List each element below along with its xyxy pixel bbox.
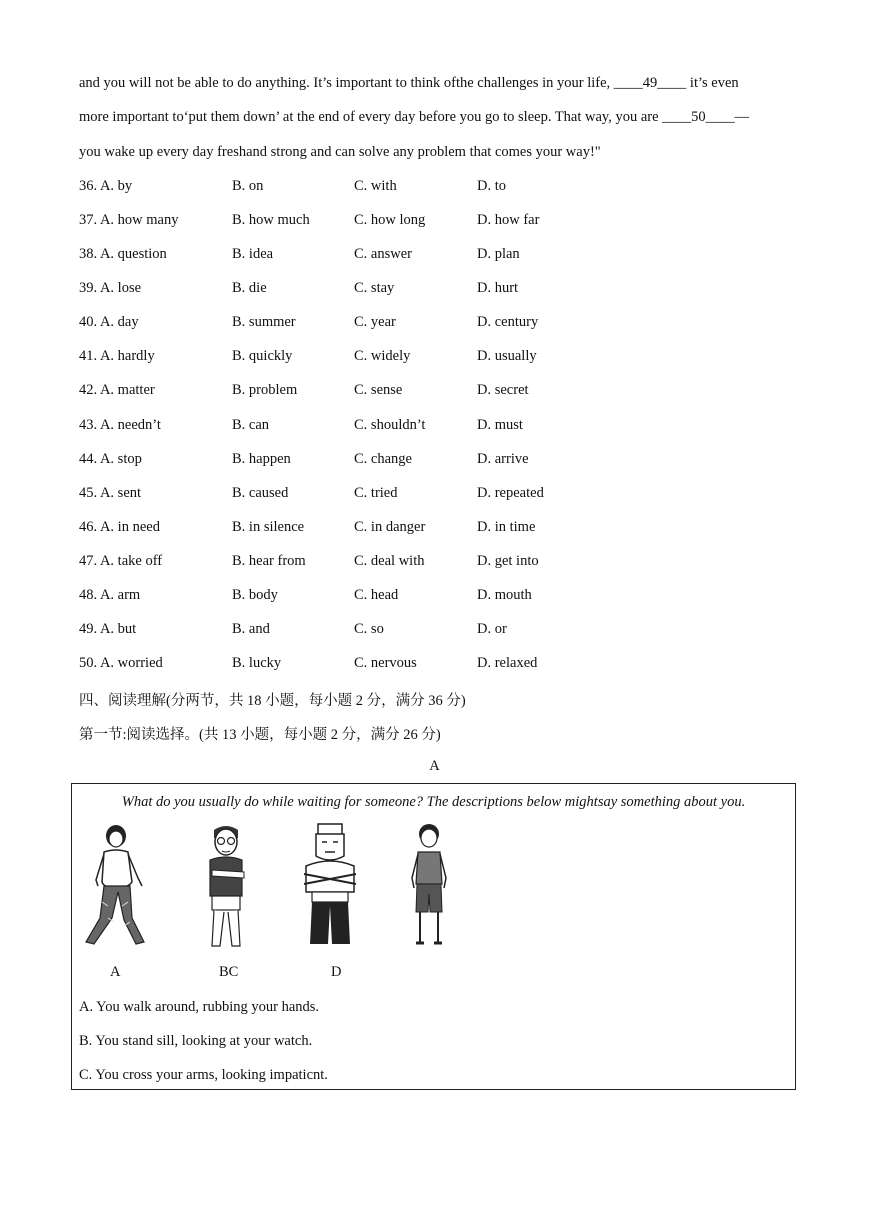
passage-letter: A bbox=[429, 758, 440, 774]
option-d: D. mouth bbox=[477, 587, 532, 603]
description-a: A. You walk around, rubbing your hands. bbox=[79, 999, 320, 1015]
passage-line-1: and you will not be able to do anything. It’s important to think ofthe challenges in your life, ____49____ it’s even bbox=[79, 75, 739, 91]
option-b: B. caused bbox=[232, 485, 289, 501]
option-a: 40. A. day bbox=[79, 314, 139, 330]
figure-label-bc: BC bbox=[219, 964, 239, 980]
option-b: B. idea bbox=[232, 246, 274, 262]
option-c: C. shouldn’t bbox=[354, 417, 426, 433]
option-d: D. usually bbox=[477, 348, 537, 364]
option-d: D. arrive bbox=[477, 451, 529, 467]
option-c: C. widely bbox=[354, 348, 411, 364]
option-a: 49. A. but bbox=[79, 621, 137, 637]
option-a: 46. A. in need bbox=[79, 519, 160, 535]
option-d: D. how far bbox=[477, 212, 540, 228]
option-c: C. stay bbox=[354, 280, 395, 296]
option-a: 42. A. matter bbox=[79, 382, 155, 398]
option-c: C. head bbox=[354, 587, 399, 603]
option-d: D. plan bbox=[477, 246, 520, 262]
option-b: B. on bbox=[232, 178, 264, 194]
option-c: C. answer bbox=[354, 246, 412, 262]
option-b: B. problem bbox=[232, 382, 298, 398]
section-4-heading: 四、阅读理解(分两节，共 18 小题，每小题 2 分，满分 36 分) bbox=[79, 693, 466, 709]
option-c: C. so bbox=[354, 621, 384, 637]
option-d: D. to bbox=[477, 178, 506, 194]
section-1-heading: 第一节:阅读选择。(共 13 小题，每小题 2 分，满分 26 分) bbox=[79, 727, 441, 743]
option-d: D. must bbox=[477, 417, 523, 433]
person-checking-watch-illustration bbox=[196, 822, 256, 952]
option-b: B. lucky bbox=[232, 655, 282, 671]
standing-person-illustration bbox=[404, 822, 454, 952]
passage-line-2: more important to‘put them down’ at the end of every day before you go to sleep. That way, you are ____50____— bbox=[79, 109, 750, 125]
option-a: 37. A. how many bbox=[79, 212, 179, 228]
option-b: B. die bbox=[232, 280, 267, 296]
option-d: D. repeated bbox=[477, 485, 544, 501]
option-d: D. or bbox=[477, 621, 507, 637]
option-a: 36. A. by bbox=[79, 178, 133, 194]
reading-box bbox=[71, 783, 796, 1090]
option-a: 50. A. worried bbox=[79, 655, 163, 671]
passage-line-3: you wake up every day freshand strong and can solve any problem that comes your way!" bbox=[79, 144, 601, 160]
person-crossed-arms-illustration bbox=[298, 822, 362, 952]
option-a: 41. A. hardly bbox=[79, 348, 155, 364]
option-d: D. relaxed bbox=[477, 655, 538, 671]
option-b: B. and bbox=[232, 621, 270, 637]
option-a: 44. A. stop bbox=[79, 451, 142, 467]
option-d: D. hurt bbox=[477, 280, 519, 296]
option-b: B. happen bbox=[232, 451, 291, 467]
option-b: B. summer bbox=[232, 314, 296, 330]
option-a: 43. A. needn’t bbox=[79, 417, 161, 433]
box-question: What do you usually do while waiting for someone? The descriptions below mightsay something about you. bbox=[121, 794, 746, 810]
option-b: B. how much bbox=[232, 212, 310, 228]
option-c: C. how long bbox=[354, 212, 426, 228]
option-c: C. tried bbox=[354, 485, 398, 501]
figure-label-d: D bbox=[331, 964, 342, 980]
walking-person-illustration bbox=[78, 822, 148, 952]
option-b: B. body bbox=[232, 587, 278, 603]
option-c: C. nervous bbox=[354, 655, 417, 671]
option-b: B. quickly bbox=[232, 348, 293, 364]
option-c: C. with bbox=[354, 178, 397, 194]
figure-label-a: A bbox=[110, 964, 121, 980]
option-a: 47. A. take off bbox=[79, 553, 163, 569]
option-c: C. year bbox=[354, 314, 396, 330]
option-c: C. change bbox=[354, 451, 412, 467]
option-d: D. get into bbox=[477, 553, 539, 569]
option-a: 39. A. lose bbox=[79, 280, 142, 296]
option-d: D. century bbox=[477, 314, 539, 330]
option-d: D. in time bbox=[477, 519, 536, 535]
option-a: 48. A. arm bbox=[79, 587, 141, 603]
option-b: B. hear from bbox=[232, 553, 306, 569]
option-b: B. can bbox=[232, 417, 270, 433]
option-c: C. in danger bbox=[354, 519, 426, 535]
option-b: B. in silence bbox=[232, 519, 305, 535]
option-d: D. secret bbox=[477, 382, 529, 398]
option-c: C. deal with bbox=[354, 553, 425, 569]
option-a: 45. A. sent bbox=[79, 485, 142, 501]
option-a: 38. A. question bbox=[79, 246, 167, 262]
description-b: B. You stand sill, looking at your watch. bbox=[79, 1033, 313, 1049]
description-c: C. You cross your arms, looking impaticnt. bbox=[79, 1067, 328, 1083]
option-c: C. sense bbox=[354, 382, 403, 398]
